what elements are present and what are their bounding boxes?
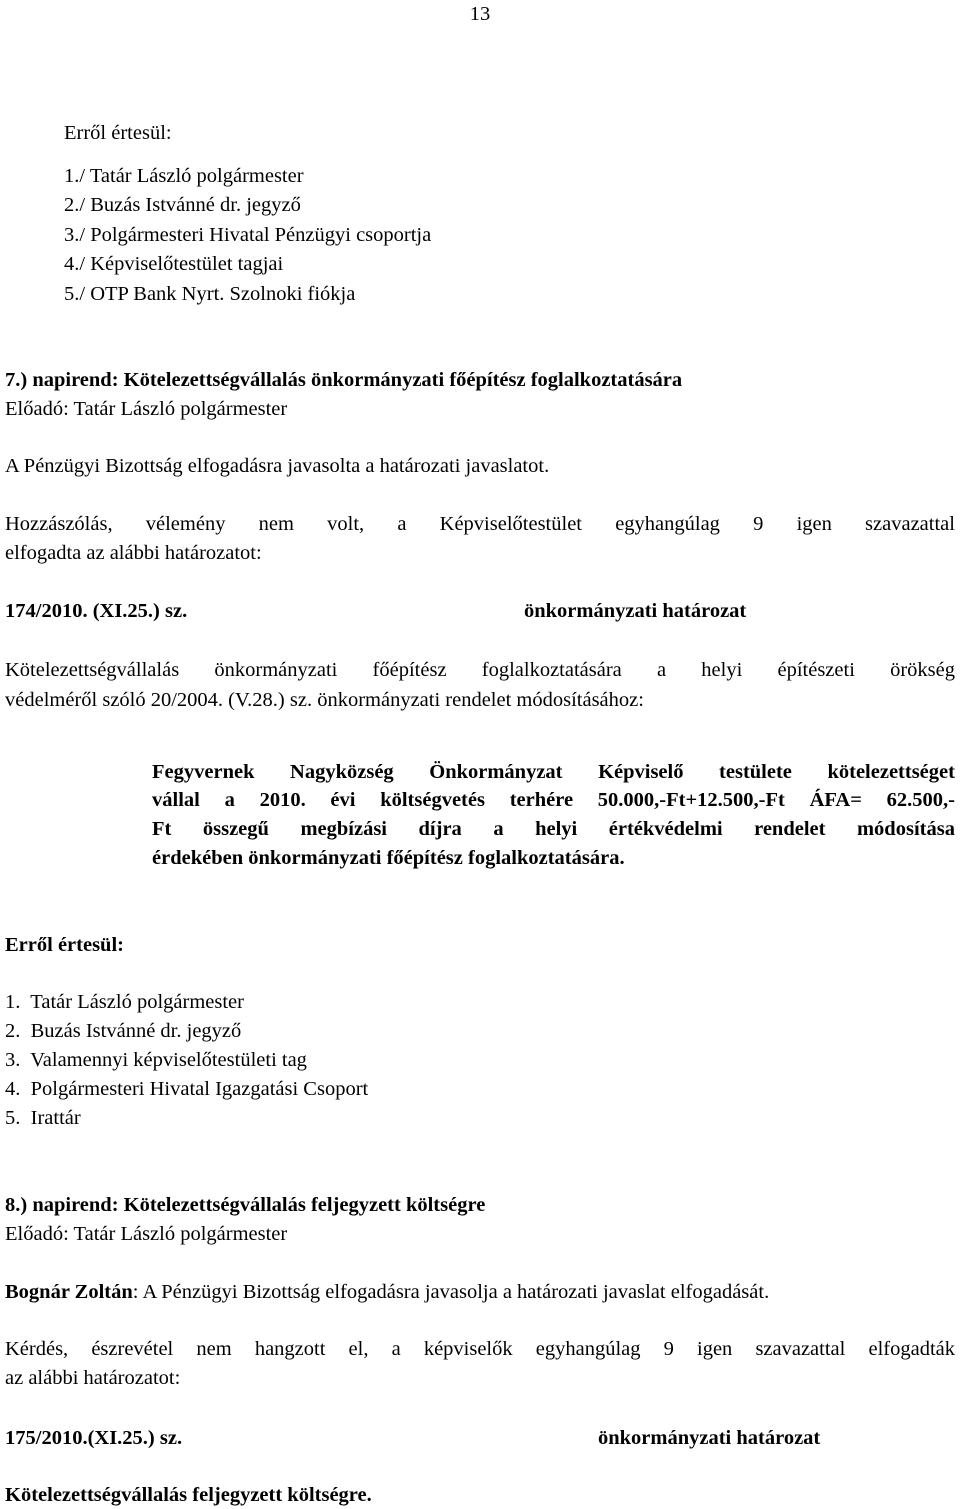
notify-heading: Erről értesül: [5,934,124,956]
resolution-subject: Kötelezettségvállalás feljegyzett költségre. [5,1484,372,1506]
page-number: 13 [469,3,491,25]
discussion-line-2: az alábbi határozatot: [5,1367,181,1389]
notify-item: 1./ Tatár László polgármester [64,165,304,187]
speaker-statement [5,1280,769,1304]
discussion-line-1: Kérdés, észrevétel nem hangzott el, a képviselők egyhangúlag 9 igen szavazattal elfogadták [5,1338,955,1360]
resolution-type: önkormányzati határozat [598,1427,821,1449]
notify-heading: Erről értesül: [64,122,172,144]
notify-item: 1. Tatár László polgármester [5,991,244,1013]
notify-item: 3. Valamennyi képviselőtestületi tag [5,1049,307,1071]
agenda-item-7-title: 7.) napirend: Kötelezettségvállalás önkormányzati főépítész foglalkoztatására [5,369,683,391]
resolution-subject-line-2: védelméről szóló 20/2004. (V.28.) sz. önkormányzati rendelet módosításához: [5,689,644,711]
notify-item: 5./ OTP Bank Nyrt. Szolnoki fiókja [64,283,356,305]
notify-item: 5. Irattár [5,1107,81,1129]
resolution-subject-line-1: Kötelezettségvállalás önkormányzati főépítész foglalkoztatására a helyi építészeti örökség [5,659,955,681]
resolution-number: 174/2010. (XI.25.) sz. [5,600,188,622]
resolution-type: önkormányzati határozat [524,600,747,622]
decision-line-4: érdekében önkormányzati főépítész foglalkoztatására. [152,847,625,869]
agenda-item-8-presenter: Előadó: Tatár László polgármester [5,1223,288,1245]
speaker-name: Bognár Zoltán [5,1281,133,1303]
notify-item: 4. Polgármesteri Hivatal Igazgatási Csoport [5,1078,369,1100]
agenda-item-7-presenter: Előadó: Tatár László polgármester [5,398,288,420]
notify-item: 2./ Buzás Istvánné dr. jegyző [64,194,301,216]
discussion-line-1: Hozzászólás, vélemény nem volt, a Képviselőtestület egyhangúlag 9 igen szavazattal [5,513,955,535]
resolution-number: 175/2010.(XI.25.) sz. [5,1427,183,1449]
discussion-line-2: elfogadta az alábbi határozatot: [5,542,262,564]
committee-recommendation: A Pénzügyi Bizottság elfogadásra javasolta a határozati javaslatot. [5,455,550,477]
notify-item: 3./ Polgármesteri Hivatal Pénzügyi csoportja [64,224,432,246]
notify-item: 2. Buzás Istvánné dr. jegyző [5,1020,242,1042]
speaker-text: : A Pénzügyi Bizottság elfogadásra javasolja a határozati javaslat elfogadását. [132,1281,770,1303]
decision-line-3: Ft összegű megbízási díjra a helyi értékvédelmi rendelet módosítása [152,818,955,840]
decision-line-2: vállal a 2010. évi költségvetés terhére 50.000,-Ft+12.500,-Ft ÁFA= 62.500,- [152,789,955,811]
decision-line-1: Fegyvernek Nagyközség Önkormányzat Képviselő testülete kötelezettséget [152,761,955,783]
agenda-item-8-title: 8.) napirend: Kötelezettségvállalás feljegyzett költségre [5,1194,486,1216]
notify-item: 4./ Képviselőtestület tagjai [64,253,284,275]
